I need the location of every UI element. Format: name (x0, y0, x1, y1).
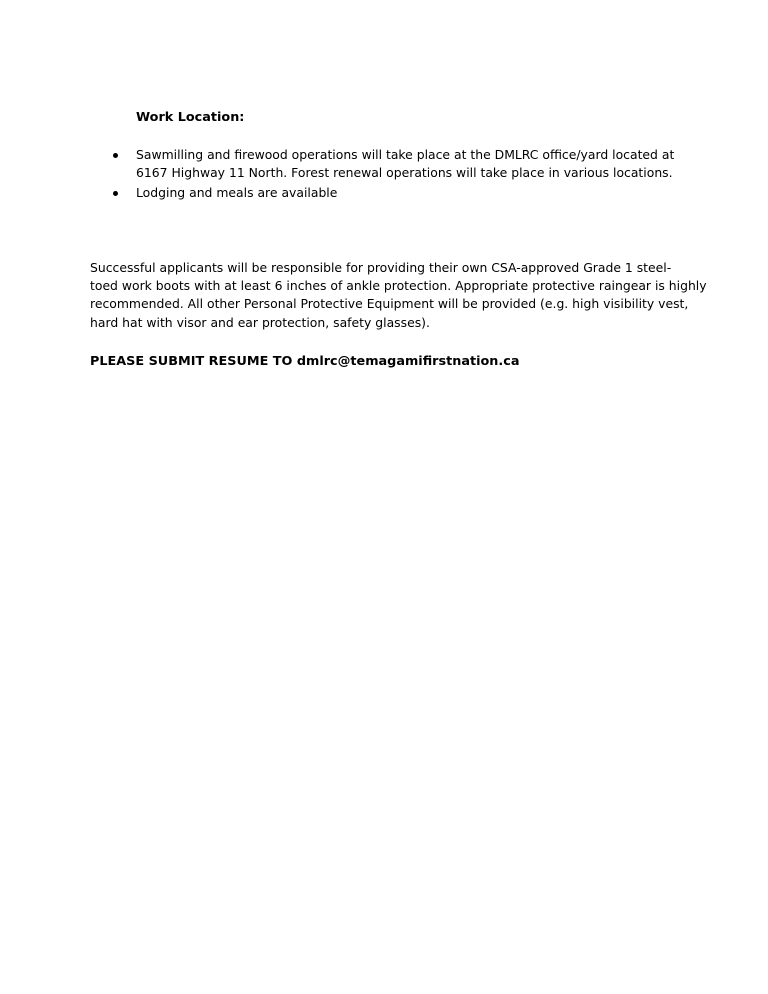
list-item-line: Sawmilling and firewood operations will take place at the DMLRC office/yard located at (136, 147, 675, 162)
requirements-paragraph (90, 259, 710, 332)
bullet-icon (113, 153, 118, 158)
work-location-heading: Work Location: (136, 110, 245, 125)
list-item (0, 184, 768, 202)
paragraph-line: Successful applicants will be responsible for providing their own CSA-approved Grade 1 steel- (90, 260, 672, 275)
work-location-list (0, 146, 768, 202)
paragraph-line: hard hat with visor and ear protection, safety glasses). (90, 314, 430, 330)
list-item-line: 6167 Highway 11 North. Forest renewal operations will take place in various locations. (136, 165, 673, 180)
submit-resume-instruction: PLEASE SUBMIT RESUME TO dmlrc@temagamifirstnation.ca (90, 354, 520, 369)
list-item (0, 146, 768, 182)
list-item-line: Lodging and meals are available (136, 185, 338, 200)
paragraph-line: recommended. All other Personal Protective Equipment will be provided (e.g. high visibility vest, (90, 296, 689, 312)
paragraph-line: toed work boots with at least 6 inches of ankle protection. Appropriate protective raingear is highly (90, 278, 707, 294)
bullet-icon (113, 191, 118, 196)
list-item-text (136, 146, 696, 182)
list-item-text (136, 184, 696, 202)
